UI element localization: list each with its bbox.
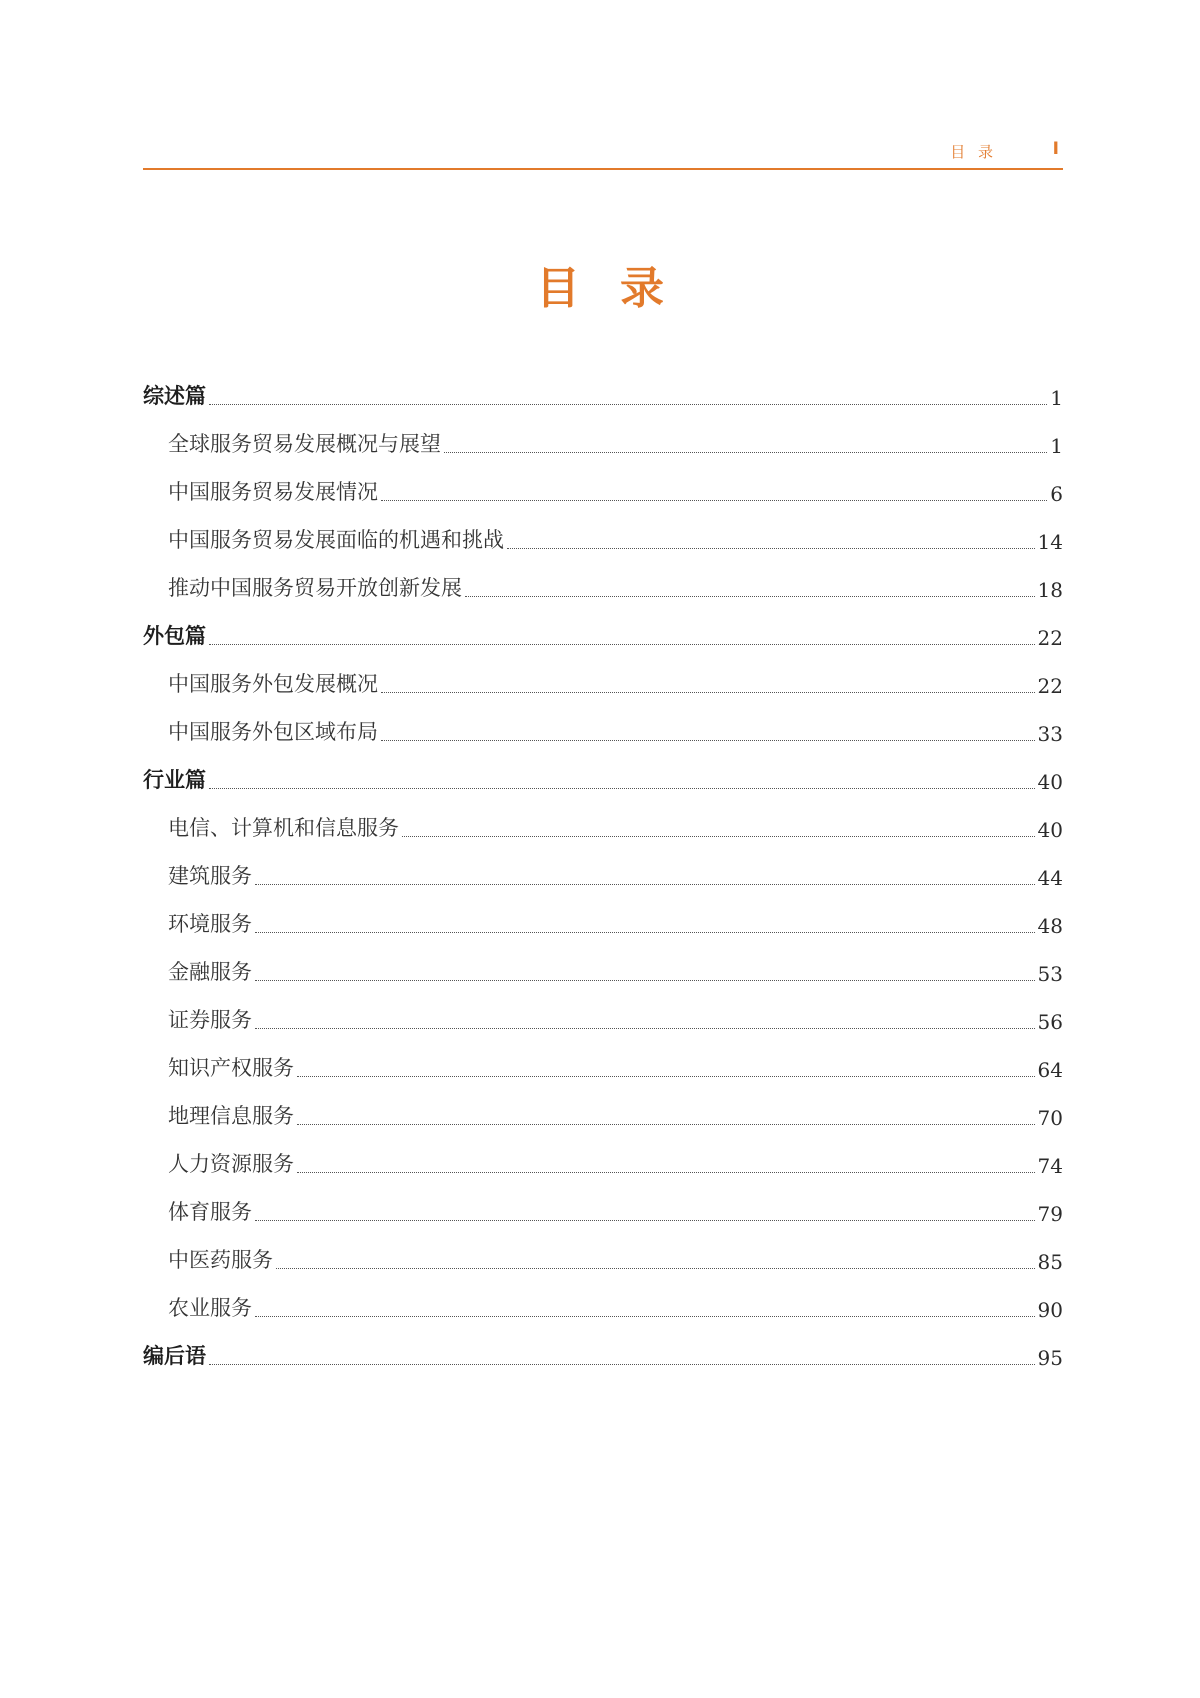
dot-leader: [255, 931, 1035, 933]
toc-entry-page-number: 22: [1037, 674, 1063, 698]
dot-leader: [209, 1363, 1035, 1365]
dot-leader: [255, 979, 1035, 981]
toc-entry-title: 行业篇: [143, 768, 206, 792]
toc-chapter-entry[interactable]: [143, 706, 1063, 754]
toc-chapter-entry[interactable]: [143, 802, 1063, 850]
toc-entry-title: 体育服务: [168, 1200, 252, 1224]
toc-entry-page-number: 18: [1037, 578, 1063, 602]
dot-leader: [209, 403, 1047, 405]
toc-chapter-entry[interactable]: [143, 514, 1063, 562]
toc-entry-page-number: 6: [1050, 482, 1063, 506]
toc-entry-page-number: 95: [1037, 1346, 1063, 1370]
toc-entry-page-number: 40: [1037, 770, 1063, 794]
dot-leader: [381, 739, 1035, 741]
dot-leader: [402, 835, 1035, 837]
toc-chapter-entry[interactable]: [143, 1234, 1063, 1282]
toc-part-entry[interactable]: [143, 1330, 1063, 1378]
toc-entry-title: 中国服务贸易发展情况: [168, 480, 378, 504]
toc-entry-title: 金融服务: [168, 960, 252, 984]
table-of-contents: [143, 370, 1063, 1378]
toc-entry-title: 中医药服务: [168, 1248, 273, 1272]
dot-leader: [209, 787, 1035, 789]
toc-chapter-entry[interactable]: [143, 562, 1063, 610]
dot-leader: [255, 1027, 1035, 1029]
toc-entry-title: 电信、计算机和信息服务: [168, 816, 399, 840]
toc-entry-title: 综述篇: [143, 384, 206, 408]
toc-entry-page-number: 64: [1037, 1058, 1063, 1082]
toc-chapter-entry[interactable]: [143, 946, 1063, 994]
toc-entry-title: 全球服务贸易发展概况与展望: [168, 432, 441, 456]
toc-entry-page-number: 85: [1037, 1250, 1063, 1274]
toc-entry-page-number: 22: [1037, 626, 1063, 650]
toc-chapter-entry[interactable]: [143, 850, 1063, 898]
toc-entry-page-number: 44: [1037, 866, 1063, 890]
toc-entry-page-number: 74: [1037, 1154, 1063, 1178]
toc-entry-page-number: 70: [1037, 1106, 1063, 1130]
toc-chapter-entry[interactable]: [143, 1138, 1063, 1186]
toc-entry-page-number: 48: [1037, 914, 1063, 938]
toc-entry-title: 地理信息服务: [168, 1104, 294, 1128]
dot-leader: [297, 1171, 1035, 1173]
dot-leader: [209, 643, 1035, 645]
toc-chapter-entry[interactable]: [143, 658, 1063, 706]
toc-entry-title: 环境服务: [168, 912, 252, 936]
toc-entry-title: 建筑服务: [168, 864, 252, 888]
toc-chapter-entry[interactable]: [143, 994, 1063, 1042]
toc-chapter-entry[interactable]: [143, 466, 1063, 514]
toc-entry-title: 编后语: [143, 1344, 206, 1368]
dot-leader: [297, 1123, 1035, 1125]
toc-chapter-entry[interactable]: [143, 1186, 1063, 1234]
running-header: [143, 138, 1063, 170]
toc-entry-title: 中国服务外包区域布局: [168, 720, 378, 744]
toc-entry-title: 推动中国服务贸易开放创新发展: [168, 576, 462, 600]
toc-entry-page-number: 14: [1037, 530, 1063, 554]
toc-entry-title: 知识产权服务: [168, 1056, 294, 1080]
toc-chapter-entry[interactable]: [143, 418, 1063, 466]
toc-chapter-entry[interactable]: [143, 1042, 1063, 1090]
toc-entry-page-number: 40: [1037, 818, 1063, 842]
toc-entry-page-number: 1: [1050, 386, 1063, 410]
running-header-page-number: I: [1052, 139, 1059, 159]
dot-leader: [255, 1219, 1035, 1221]
dot-leader: [255, 883, 1035, 885]
toc-entry-page-number: 90: [1037, 1298, 1063, 1322]
toc-entry-title: 外包篇: [143, 624, 206, 648]
dot-leader: [381, 499, 1047, 501]
toc-entry-page-number: 79: [1037, 1202, 1063, 1226]
toc-entry-page-number: 33: [1037, 722, 1063, 746]
toc-chapter-entry[interactable]: [143, 1282, 1063, 1330]
toc-entry-title: 证券服务: [168, 1008, 252, 1032]
toc-entry-page-number: 56: [1037, 1010, 1063, 1034]
toc-entry-page-number: 53: [1037, 962, 1063, 986]
toc-part-entry[interactable]: [143, 610, 1063, 658]
dot-leader: [276, 1267, 1035, 1269]
dot-leader: [465, 595, 1035, 597]
toc-part-entry[interactable]: [143, 754, 1063, 802]
toc-chapter-entry[interactable]: [143, 898, 1063, 946]
toc-entry-title: 中国服务贸易发展面临的机遇和挑战: [168, 528, 504, 552]
toc-entry-title: 人力资源服务: [168, 1152, 294, 1176]
dot-leader: [255, 1315, 1035, 1317]
toc-entry-title: 农业服务: [168, 1296, 252, 1320]
toc-entry-title: 中国服务外包发展概况: [168, 672, 378, 696]
toc-part-entry[interactable]: [143, 370, 1063, 418]
dot-leader: [507, 547, 1035, 549]
dot-leader: [381, 691, 1035, 693]
toc-entry-page-number: 1: [1050, 434, 1063, 458]
page-title: 目录: [536, 263, 704, 314]
dot-leader: [297, 1075, 1035, 1077]
dot-leader: [444, 451, 1047, 453]
running-header-title: 目 录: [950, 143, 997, 161]
toc-chapter-entry[interactable]: [143, 1090, 1063, 1138]
